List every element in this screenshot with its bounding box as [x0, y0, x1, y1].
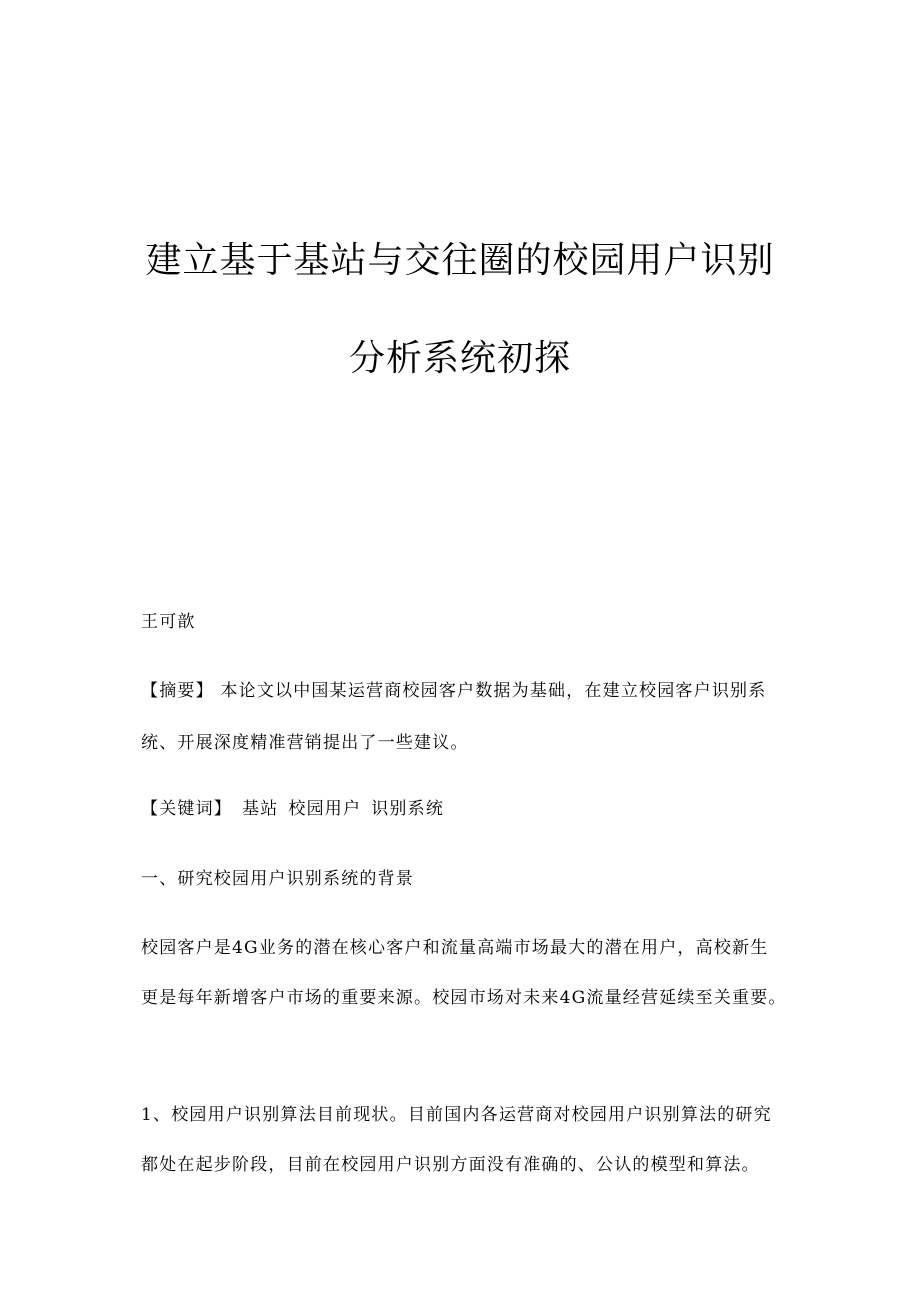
- keywords-label: 【关键词】: [141, 799, 232, 819]
- keyword-3: 识别系统: [371, 799, 445, 819]
- abstract-text-1: 本论文以中国某运营商校园客户数据为基础，在建立校园客户识别系: [213, 681, 767, 701]
- keyword-1: 基站: [242, 799, 279, 819]
- point-1-line-2: 都处在起步阶段，目前在校园用户识别方面没有准确的、公认的模型和算法。: [141, 1155, 760, 1175]
- point-1-line-1: 1、校园用户识别算法目前现状。目前国内各运营商对校园用户识别算法的研究: [141, 1105, 772, 1125]
- section-1-para-line-1: 校园客户是4G业务的潜在核心客户和流量高端市场最大的潜在用户，高校新生: [141, 938, 769, 958]
- abstract-label: 【摘要】: [141, 681, 214, 701]
- keyword-2: 校园用户: [288, 799, 362, 819]
- section-1-para-line-2: 更是每年新增客户市场的重要来源。校园市场对未来4G流量经营延续至关重要。: [141, 988, 787, 1008]
- document-title-line-1: 建立基于基站与交往圈的校园用户识别: [145, 240, 775, 281]
- document-title-line-2: 分析系统初探: [348, 338, 571, 379]
- author-name: 王可歆: [141, 612, 196, 632]
- abstract-line-2: 统、开展深度精准营销提出了一些建议。: [141, 733, 469, 753]
- abstract-line-1: [141, 679, 766, 703]
- keywords-line: [141, 797, 444, 821]
- section-1-heading: 一、研究校园用户识别系统的背景: [141, 869, 414, 889]
